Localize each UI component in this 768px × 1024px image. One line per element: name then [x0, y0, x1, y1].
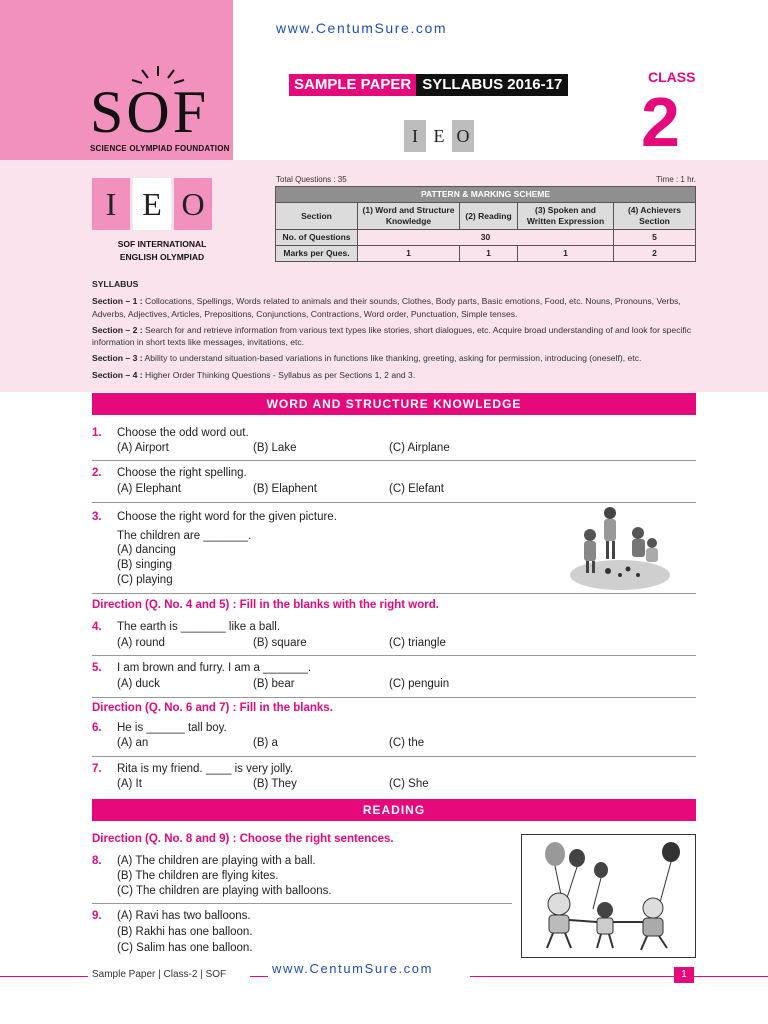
section-bar-word-structure: WORD AND STRUCTURE KNOWLEDGE — [92, 393, 696, 415]
question-text: Choose the right spelling. — [117, 467, 247, 479]
sof-logo — [90, 64, 230, 154]
question-text: The earth is _______ like a ball. — [117, 621, 281, 633]
question-number: 6. — [92, 722, 102, 734]
section-label: Section – 1 : — [92, 296, 143, 307]
ieo-full-name — [92, 238, 232, 264]
time-allowed: Time : 1 hr. — [656, 175, 696, 184]
option-c[interactable]: (C) Salim has one balloon. — [117, 942, 253, 954]
direction-4-5: Direction (Q. No. 4 and 5) : Fill in the blanks with the right word. — [92, 599, 439, 611]
ieo-big-letter-o: O — [174, 178, 212, 230]
question-number: 9. — [92, 910, 102, 922]
divider — [92, 697, 696, 698]
option-b[interactable]: (B) Elaphent — [253, 483, 317, 495]
option-b[interactable]: (B) singing — [117, 559, 172, 571]
divider — [92, 655, 696, 656]
syllabus-section-1 — [92, 295, 702, 320]
question-number: 4. — [92, 621, 102, 633]
footer-rule-right — [470, 976, 768, 977]
question-number: 3. — [92, 511, 102, 523]
children-playing-image — [568, 503, 672, 593]
table-cell: 1 — [460, 246, 518, 262]
direction-8-9: Direction (Q. No. 8 and 9) : Choose the right sentences. — [92, 833, 394, 845]
class-number: 2 — [641, 83, 680, 161]
option-b[interactable]: (B) a — [253, 737, 278, 749]
divider — [92, 903, 512, 904]
class-label: CLASS — [648, 69, 696, 85]
table-header-cell: (3) Spoken and Written Expression — [518, 203, 614, 230]
option-a[interactable]: (A) Ravi has two balloons. — [117, 910, 251, 922]
table-cell: 1 — [518, 246, 614, 262]
option-a[interactable]: (A) The children are playing with a ball. — [117, 855, 316, 867]
table-header-cell: (4) Achievers Section — [614, 203, 696, 230]
sof-subtitle: SCIENCE OLYMPIAD FOUNDATION — [90, 144, 230, 153]
option-a[interactable]: (A) an — [117, 737, 149, 749]
question-text: Choose the odd word out. — [117, 427, 249, 439]
question-number: 1. — [92, 427, 102, 439]
divider — [92, 593, 696, 594]
option-b[interactable]: (B) Rakhi has one balloon. — [117, 926, 253, 938]
question-number: 2. — [92, 467, 102, 479]
option-b[interactable]: (B) They — [253, 778, 297, 790]
divider — [92, 460, 696, 461]
question-text: He is ______ tall boy. — [117, 722, 227, 734]
option-a[interactable]: (A) It — [117, 778, 142, 790]
table-header-cell: (2) Reading — [460, 203, 518, 230]
question-text: Rita is my friend. ____ is very jolly. — [117, 763, 294, 775]
table-cell: 30 — [358, 230, 614, 246]
syllabus-block — [92, 278, 702, 385]
footer-rule-mid — [250, 976, 268, 977]
ieo-letter-e: E — [428, 120, 450, 152]
row-label: No. of Questions — [276, 230, 358, 246]
footer-url[interactable]: www.CentumSure.com — [272, 961, 434, 976]
syllabus-heading: SYLLABUS — [92, 279, 139, 289]
section-text: Higher Order Thinking Questions - Syllabus as per Sections 1, 2 and 3. — [142, 369, 416, 380]
marking-scheme-table — [275, 186, 696, 262]
footer-rule-left — [0, 976, 88, 977]
table-cell: 1 — [358, 246, 460, 262]
option-c[interactable]: (C) The children are playing with balloons. — [117, 885, 332, 897]
question-text: Choose the right word for the given picture. — [117, 511, 337, 523]
option-c[interactable]: (C) the — [389, 737, 425, 749]
question-number: 5. — [92, 662, 102, 674]
table-title: PATTERN & MARKING SCHEME — [276, 187, 696, 203]
sof-letters: SOF — [90, 79, 210, 145]
table-cell: 2 — [614, 246, 696, 262]
paper-title — [289, 74, 568, 96]
section-text: Ability to understand situation-based variations in functions like thanking, greeting, asking for permission, introducing (oneself), etc. — [142, 353, 642, 364]
total-questions: Total Questions : 35 — [276, 175, 347, 184]
sample-paper-label: SAMPLE PAPER — [289, 74, 416, 96]
option-a[interactable]: (A) Elephant — [117, 483, 181, 495]
option-c[interactable]: (C) She — [389, 778, 429, 790]
row-label: Marks per Ques. — [276, 246, 358, 262]
option-a[interactable]: (A) Airport — [117, 442, 169, 454]
table-row — [276, 246, 696, 262]
question-3-stem: The children are _______. — [117, 530, 252, 542]
syllabus-section-3 — [92, 352, 702, 364]
direction-6-7: Direction (Q. No. 6 and 7) : Fill in the blanks. — [92, 702, 333, 714]
children-balloons-image — [521, 834, 696, 958]
question-text: I am brown and furry. I am a _______. — [117, 662, 312, 674]
syllabus-section-2 — [92, 324, 702, 349]
ieo-big-letter-i: I — [92, 178, 130, 230]
section-text: Search for and retrieve information from various text types like stories, short dialogues, etc. Acquire broad understanding of and look for specific information in short texts like messages, invitations, etc. — [92, 324, 691, 348]
option-a[interactable]: (A) duck — [117, 678, 160, 690]
table-row — [276, 230, 696, 246]
syllabus-section-4 — [92, 369, 702, 381]
option-b[interactable]: (B) bear — [253, 678, 295, 690]
exam-meta — [276, 175, 696, 184]
option-c[interactable]: (C) Airplane — [389, 442, 450, 454]
ieo-letter-i: I — [404, 120, 426, 152]
section-label: Section – 4 : — [92, 369, 143, 380]
option-c[interactable]: (C) playing — [117, 574, 173, 586]
option-a[interactable]: (A) dancing — [117, 544, 176, 556]
question-number: 7. — [92, 763, 102, 775]
ieo-name-line1: SOF INTERNATIONAL — [117, 239, 207, 249]
table-header-cell: Section — [276, 203, 358, 230]
question-number: 8. — [92, 855, 102, 867]
option-c[interactable]: (C) penguin — [389, 678, 450, 690]
section-label: Section – 3 : — [92, 353, 143, 364]
option-c[interactable]: (C) triangle — [389, 637, 446, 649]
ieo-small-logo — [404, 120, 474, 152]
section-label: Section – 2 : — [92, 324, 143, 335]
ieo-name-line2: ENGLISH OLYMPIAD — [119, 252, 205, 262]
site-url[interactable]: www.CentumSure.com — [276, 20, 448, 36]
ieo-big-logo — [92, 178, 212, 230]
syllabus-year-label: SYLLABUS 2016-17 — [416, 74, 568, 96]
table-cell: 5 — [614, 230, 696, 246]
ieo-letter-o: O — [452, 120, 474, 152]
option-b[interactable]: (B) square — [253, 637, 307, 649]
option-c[interactable]: (C) Elefant — [389, 483, 444, 495]
ieo-big-letter-e: E — [133, 178, 171, 230]
option-b[interactable]: (B) Lake — [253, 442, 297, 454]
footer-label: Sample Paper | Class-2 | SOF — [92, 969, 227, 980]
divider — [92, 756, 696, 757]
section-bar-reading: READING — [92, 799, 696, 821]
table-header-cell: (1) Word and Structure Knowledge — [358, 203, 460, 230]
option-b[interactable]: (B) The children are flying kites. — [117, 870, 279, 882]
page-number: 1 — [674, 967, 694, 983]
section-text: Collocations, Spellings, Words related to animals and their sounds, Clothes, Body parts, Basic emotions, Food, etc. Nouns, Pronouns, Verbs, Adverbs, Adjectives, Articles, Prepositions, Conjunctions, Contractions, Word order, Punctuation, Simple tenses. — [92, 296, 681, 319]
option-a[interactable]: (A) round — [117, 637, 165, 649]
